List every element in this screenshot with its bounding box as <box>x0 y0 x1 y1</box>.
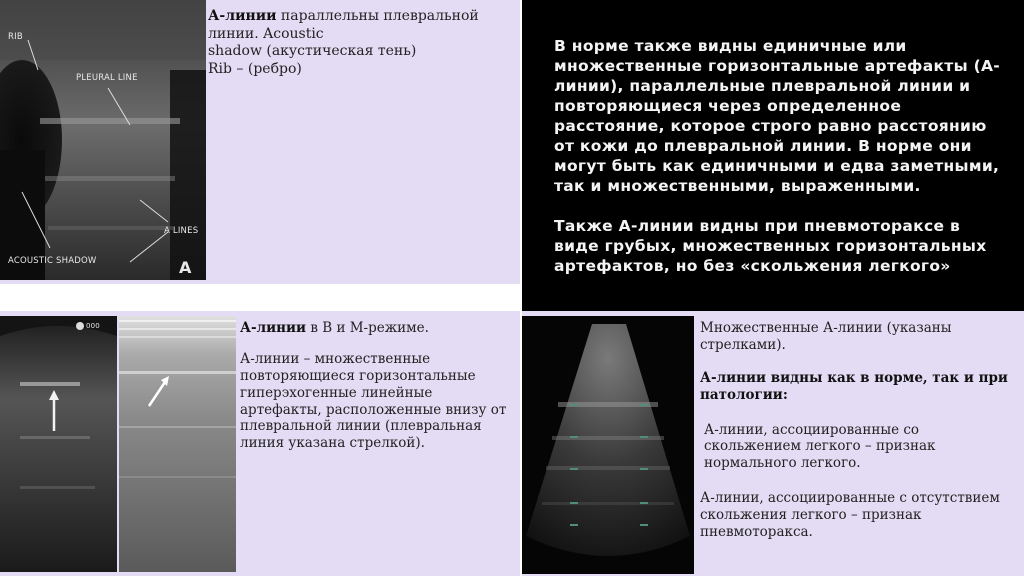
top-caption-line3: Rib – (ребро) <box>208 60 302 77</box>
top-caption-bold: А-линии <box>208 8 277 24</box>
right-bottom-caption-bold <box>700 370 1018 404</box>
top-caption <box>208 8 518 78</box>
explanation-panel <box>522 0 1024 311</box>
right-bottom-caption <box>700 320 1018 541</box>
top-ultrasound-image <box>0 0 206 280</box>
explanation-paragraph-2: Также А-линии видны при пневмотораксе в виде грубых, множественных горизонтальных артефактов, но без «скольжения легкого» <box>554 217 987 275</box>
top-caption-line2: shadow (акустическая тень) <box>208 43 417 59</box>
label-acoustic-shadow: ACOUSTIC SHADOW <box>8 256 97 266</box>
b-mode-image <box>0 316 117 572</box>
panel-letter: A <box>179 258 192 277</box>
arrow-marker-left-4 <box>570 502 578 504</box>
label-a-lines: A LINES <box>164 226 199 236</box>
left-bottom-caption <box>240 320 518 452</box>
a-lines-graphic <box>522 316 694 574</box>
top-caption-line1 <box>208 8 518 43</box>
arrow-marker-left-2 <box>570 436 578 438</box>
label-pleural-line: PLEURAL LINE <box>76 73 138 83</box>
arrow-marker-left-1 <box>570 404 578 406</box>
arrow-marker-right-5 <box>640 524 648 526</box>
right-bottom-caption-p2: А-линии, ассоциированные с отсутствием скольжения легкого – признак пневмоторакса. <box>700 490 1000 540</box>
arrow-marker-right-4 <box>640 502 648 504</box>
explanation-paragraph-1: В норме также видны единичные или множественные горизонтальные артефакты (А- линии), параллельные плевральной линии и повторяющиеся через определенное расстояние, которое строго равно расстоянию от кожи до плевральной линии. В норме они могут быть как единичными и едва заметными, так и множественными, выраженными. <box>554 37 1001 195</box>
label-rib: RIB <box>8 32 23 42</box>
right-bottom-caption-title: Множественные А-линии (указаны стрелками). <box>700 320 952 353</box>
left-bottom-caption-title-bold: А-линии <box>240 320 307 336</box>
left-bottom-caption-body: А-линии – множественные повторяющиеся горизонтальные гиперэхогенные линейные артефакты, расположенные внизу от плевральной линии (плевральная линия указана стрелкой). <box>240 350 507 452</box>
m-mode-image <box>119 316 236 572</box>
top-ultrasound-graphic <box>0 0 206 280</box>
arrow-marker-right-3 <box>640 468 648 470</box>
left-bottom-caption-title-rest: в В и М-режиме. <box>306 320 429 336</box>
arrow-marker-left-3 <box>570 468 578 470</box>
right-bottom-caption-p1: А-линии, ассоциированные со скольжением легкого – признак нормального легкого. <box>704 421 936 472</box>
arrow-marker-right-1 <box>640 404 648 406</box>
left-bottom-caption-title <box>240 320 518 337</box>
arrow-marker-left-5 <box>570 524 578 526</box>
b-mode-graphic <box>0 316 117 572</box>
a-lines-image <box>522 316 694 574</box>
arrow-marker-right-2 <box>640 436 648 438</box>
top-caption-line1-rest: параллельны плевральной линии. Acoustic <box>208 8 479 42</box>
m-mode-graphic <box>119 316 236 572</box>
device-label: 000 <box>86 322 100 330</box>
right-bottom-caption-bold-text: А-линии видны как в норме, так и при патологии: <box>700 369 1008 403</box>
